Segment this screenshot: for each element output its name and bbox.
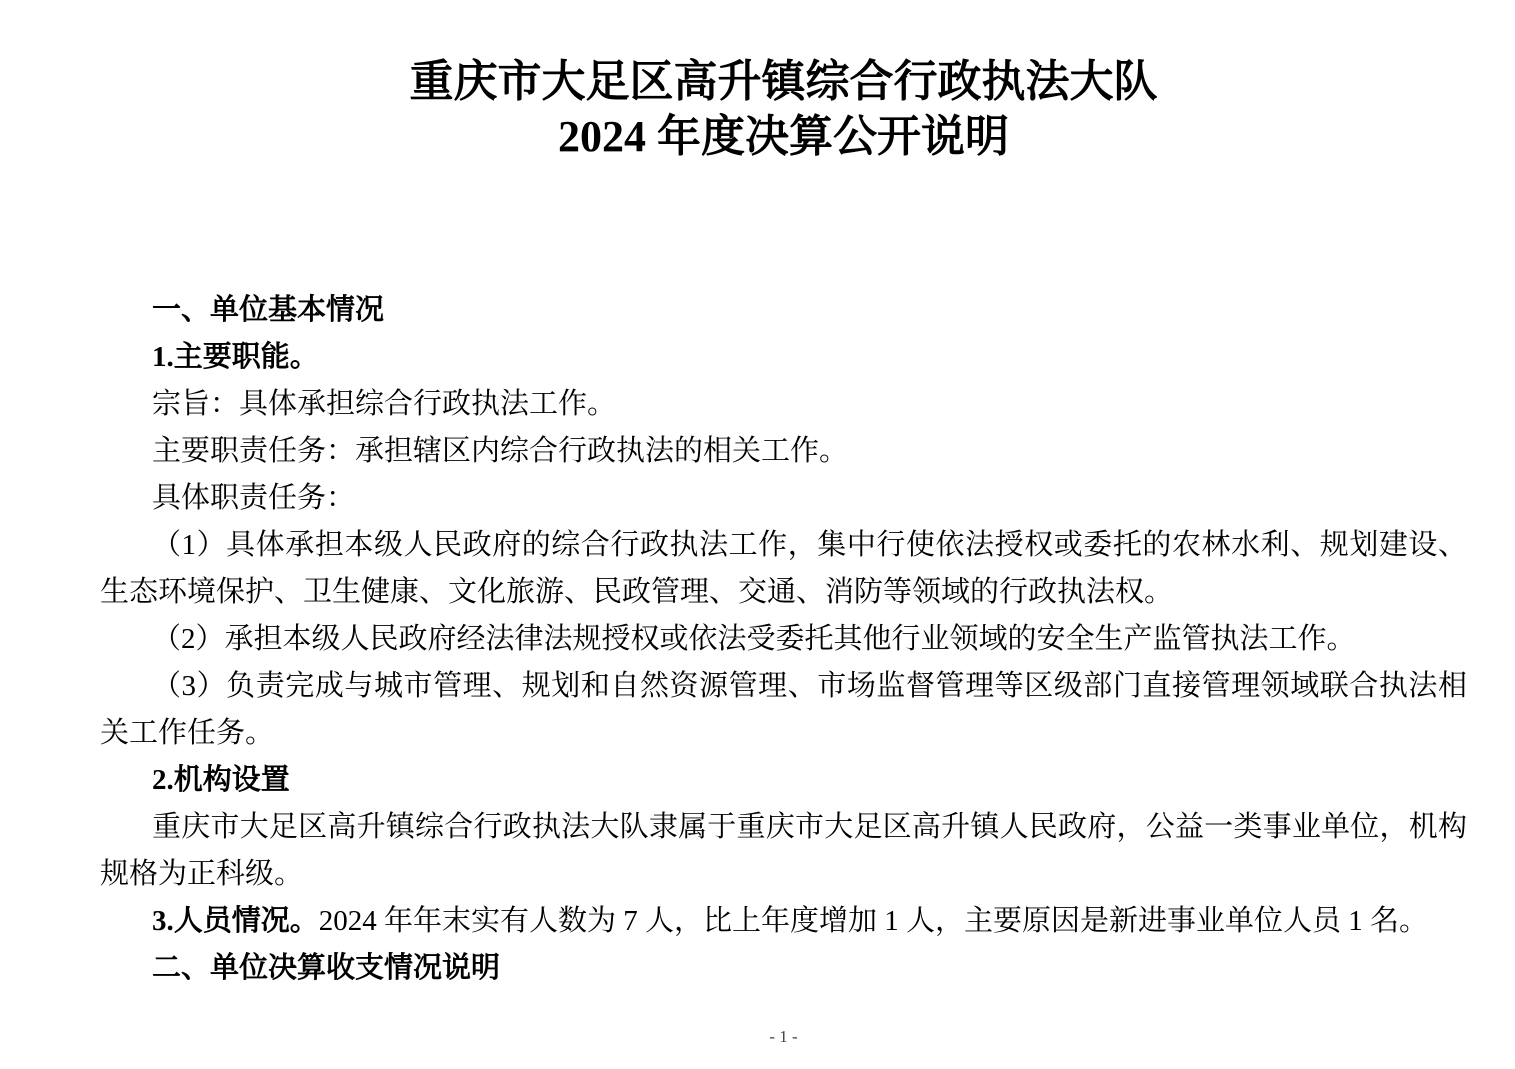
para-purpose: 宗旨：具体承担综合行政执法工作。 [152, 388, 617, 420]
heading-org-setup: 2.机构设置 [152, 764, 290, 796]
para-staffing-text: 2024 年年末实有人数为 7 人，比上年度增加 1 人，主要原因是新进事业单位人员 1 名。 [318, 905, 1429, 937]
heading-unit-basic-info: 一、单位基本情况 [152, 294, 385, 326]
para-main-duties: 主要职责任务：承担辖区内综合行政执法的相关工作。 [152, 435, 849, 467]
heading-budget-section: 二、单位决算收支情况说明 [152, 952, 501, 984]
heading-main-functions: 1.主要职能。 [152, 341, 319, 373]
para-duty-item-3: （3）负责完成与城市管理、规划和自然资源管理、市场监督管理等区级部门直接管理领域联合执法相关工作任务。 [100, 670, 1467, 749]
para-staffing-lead: 3.人员情况。 [152, 905, 319, 937]
document-title [100, 54, 1467, 164]
para-staffing [100, 898, 1467, 945]
para-duty-item-1: （1）具体承担本级人民政府的综合行政执法工作，集中行使依法授权或委托的农林水利、规划建设、生态环境保护、卫生健康、文化旅游、民政管理、交通、消防等领域的行政执法权。 [100, 529, 1467, 608]
doc-title-line1: 重庆市大足区高升镇综合行政执法大队 [409, 57, 1158, 106]
para-duty-item-2: （2）承担本级人民政府经法律法规授权或依法受委托其他行业领域的安全生产监管执法工作。 [152, 623, 1356, 655]
document-body [100, 287, 1467, 992]
page-number: - 1 - [769, 1027, 798, 1046]
para-org-description: 重庆市大足区高升镇综合行政执法大队隶属于重庆市大足区高升镇人民政府，公益一类事业单位，机构规格为正科级。 [100, 811, 1467, 890]
para-specific-duties-label: 具体职责任务： [152, 482, 356, 514]
doc-title-line2: 2024 年度决算公开说明 [558, 112, 1009, 161]
